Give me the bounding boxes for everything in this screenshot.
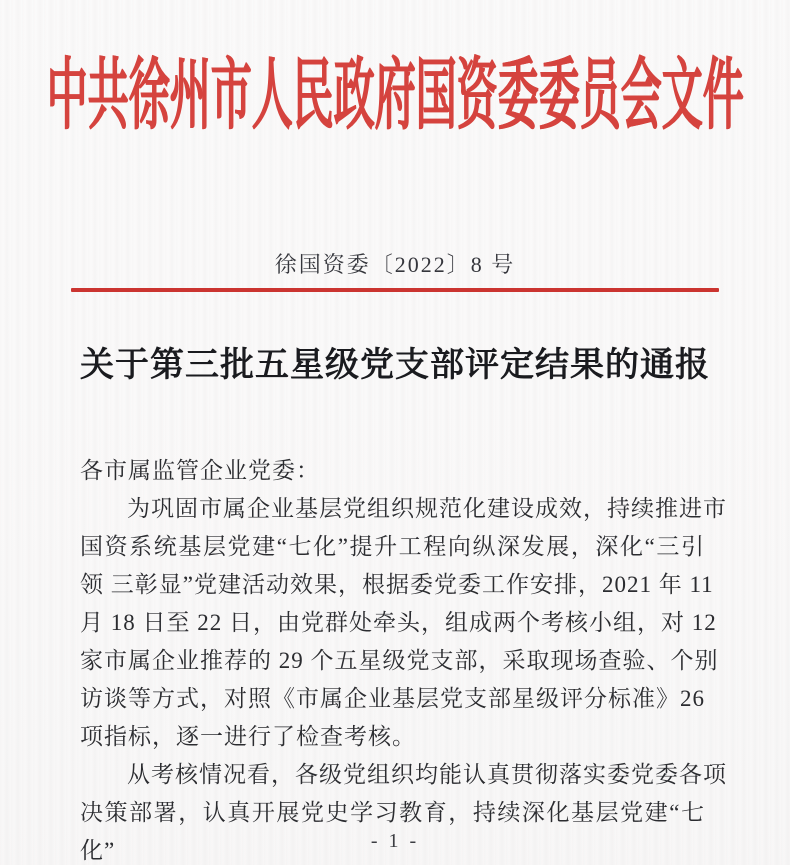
document-title: 关于第三批五星级党支部评定结果的通报: [80, 347, 710, 384]
body-line: 项指标，逐一进行了检查考核。: [80, 724, 416, 749]
document-body: [80, 490, 727, 865]
body-line: 为巩固市属企业基层党组织规范化建设成效，持续推进市: [127, 496, 727, 521]
body-line: 月 18 日至 22 日，由党群处牵头，组成两个考核小组，对 12: [80, 610, 717, 635]
salutation: 各市属监管企业党委：: [80, 458, 320, 483]
body-line: 访谈等方式，对照《市属企业基层党支部星级评分标准》26: [80, 686, 705, 711]
body-line: 领 三彰显”党建活动效果，根据委党委工作安排，2021 年 11: [80, 572, 714, 597]
body-line: 决策部署，认真开展党史学习教育，持续深化基层党建“七化”: [80, 800, 705, 863]
red-divider-line: [71, 288, 719, 292]
body-line: 国资系统基层党建“七化”提升工程向纵深发展，深化“三引: [80, 534, 705, 559]
paragraph: [80, 490, 727, 756]
body-line: 从考核情况看，各级党组织均能认真贯彻落实委党委各项: [127, 762, 727, 787]
body-line: 家市属企业推荐的 29 个五星级党支部，采取现场查验、个别: [80, 648, 719, 673]
document-number: 徐国资委〔2022〕8 号: [274, 252, 516, 277]
document-header-title: 中共徐州市人民政府国资委委员会文件: [46, 51, 744, 139]
page-number: - 1 -: [370, 830, 420, 852]
